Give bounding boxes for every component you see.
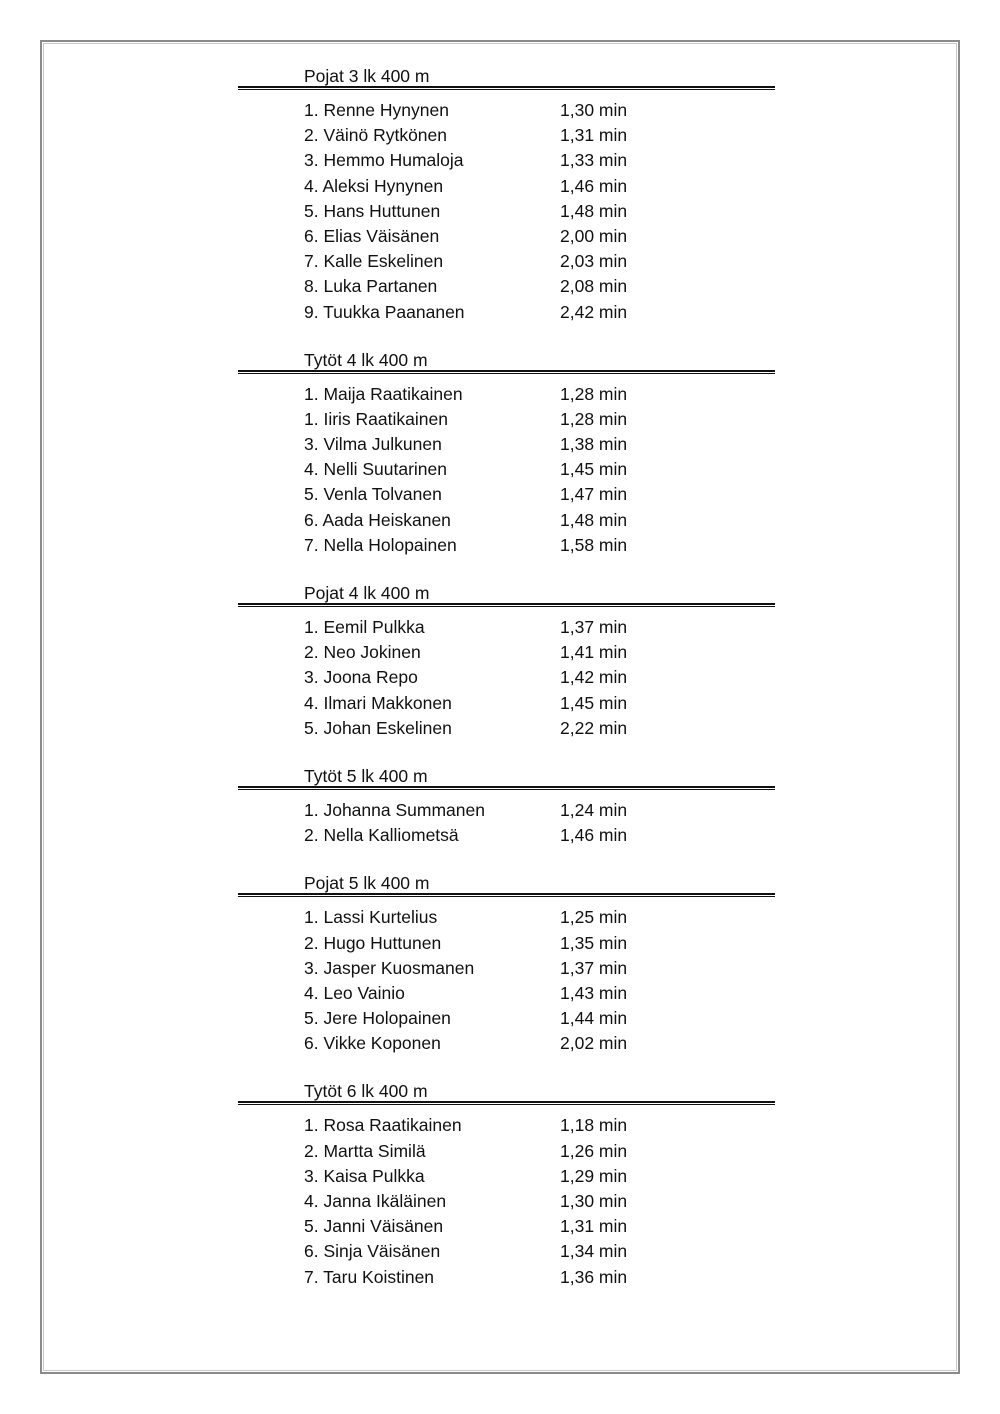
athlete-name: 6. Elias Väisänen [304, 225, 440, 246]
athlete-name: 4. Nelli Suutarinen [304, 459, 447, 480]
athlete-name: 2. Neo Jokinen [304, 642, 421, 663]
athlete-name: 1. Lassi Kurtelius [304, 907, 438, 928]
athlete-name: 1. Renne Hynynen [304, 100, 449, 120]
result-time: 1,45 min [560, 459, 628, 480]
results-section [238, 873, 775, 1056]
result-row [238, 1006, 775, 1031]
result-time: 1,38 min [560, 434, 628, 455]
athlete-name: 2. Hugo Huttunen [304, 932, 442, 953]
section-title: Tytöt 5 lk 400 m [304, 765, 428, 786]
result-time: 1,18 min [560, 1115, 628, 1136]
athlete-name: 6. Aada Heiskanen [304, 509, 451, 530]
result-row [238, 533, 775, 558]
result-row [238, 1031, 775, 1056]
athlete-name: 1. Iiris Raatikainen [304, 408, 448, 429]
athlete-name: 7. Kalle Eskelinen [304, 251, 444, 272]
athlete-name: 1. Maija Raatikainen [304, 383, 463, 404]
result-row [238, 1214, 775, 1239]
result-time: 2,02 min [560, 1033, 628, 1054]
athlete-name: 3. Hemmo Humaloja [304, 150, 464, 171]
athlete-name: 5. Venla Tolvanen [304, 484, 442, 505]
result-time: 1,37 min [560, 957, 628, 978]
athlete-name: 2. Väinö Rytkönen [304, 125, 448, 146]
result-time: 1,44 min [560, 1008, 628, 1029]
result-time: 1,46 min [560, 825, 628, 846]
result-row [238, 432, 775, 457]
result-time: 2,08 min [560, 276, 628, 297]
result-row [238, 1265, 775, 1290]
section-title: Tytöt 6 lk 400 m [304, 1081, 428, 1102]
result-time: 1,45 min [560, 692, 628, 713]
result-time: 2,22 min [560, 717, 628, 738]
result-row [238, 798, 775, 823]
athlete-name: 3. Jasper Kuosmanen [304, 957, 475, 978]
athlete-name: 6. Vikke Koponen [304, 1033, 441, 1054]
result-row [238, 1139, 775, 1164]
section-divider [238, 370, 775, 374]
result-row [238, 981, 775, 1006]
athlete-name: 1. Eemil Pulkka [304, 617, 425, 637]
result-row [238, 931, 775, 956]
result-row [238, 274, 775, 299]
result-time: 1,41 min [560, 642, 628, 663]
result-time: 1,28 min [560, 383, 628, 404]
athlete-name: 5. Hans Huttunen [304, 200, 441, 221]
results-section [238, 66, 775, 325]
section-title: Pojat 5 lk 400 m [304, 873, 430, 894]
results-section [238, 766, 775, 848]
results-section [238, 350, 775, 558]
athlete-name: 8. Luka Partanen [304, 276, 438, 297]
result-row [238, 174, 775, 199]
result-time: 1,47 min [560, 484, 628, 505]
result-row [238, 123, 775, 148]
result-time: 1,37 min [560, 617, 628, 637]
section-divider [238, 893, 775, 897]
athlete-name: 4. Aleksi Hynynen [304, 175, 444, 196]
result-time: 1,48 min [560, 200, 628, 221]
result-row [238, 716, 775, 741]
result-row [238, 691, 775, 716]
result-row [238, 956, 775, 981]
result-row [238, 482, 775, 507]
result-row [238, 508, 775, 533]
result-time: 1,34 min [560, 1241, 628, 1262]
section-title: Tytöt 4 lk 400 m [304, 349, 428, 370]
athlete-name: 4. Leo Vainio [304, 982, 405, 1003]
result-time: 1,31 min [560, 1216, 628, 1237]
result-row [238, 1113, 775, 1138]
section-divider [238, 786, 775, 790]
athlete-name: 2. Nella Kalliometsä [304, 825, 459, 846]
section-divider [238, 1101, 775, 1105]
result-row [238, 615, 775, 640]
result-time: 1,36 min [560, 1266, 628, 1287]
athlete-name: 4. Ilmari Makkonen [304, 692, 452, 713]
result-time: 1,46 min [560, 175, 628, 196]
result-time: 1,43 min [560, 982, 628, 1003]
athlete-name: 5. Johan Eskelinen [304, 717, 452, 738]
result-time: 1,58 min [560, 534, 628, 555]
athlete-name: 6. Sinja Väisänen [304, 1241, 441, 1262]
athlete-name: 4. Janna Ikäläinen [304, 1191, 447, 1211]
athlete-name: 5. Janni Väisänen [304, 1216, 444, 1237]
athlete-name: 3. Vilma Julkunen [304, 434, 442, 455]
result-row [238, 199, 775, 224]
athlete-name: 1. Rosa Raatikainen [304, 1115, 462, 1136]
result-time: 2,42 min [560, 301, 628, 322]
result-row [238, 98, 775, 123]
athlete-name: 9. Tuukka Paananen [304, 301, 465, 322]
result-row [238, 457, 775, 482]
result-row [238, 407, 775, 432]
result-row [238, 1239, 775, 1264]
result-time: 1,30 min [560, 100, 628, 120]
athlete-name: 3. Joona Repo [304, 667, 418, 688]
result-time: 1,24 min [560, 799, 628, 820]
athlete-name: 2. Martta Similä [304, 1140, 426, 1161]
result-time: 1,30 min [560, 1191, 628, 1211]
athlete-name: 7. Taru Koistinen [304, 1266, 435, 1287]
result-time: 1,42 min [560, 667, 628, 688]
section-title: Pojat 4 lk 400 m [304, 583, 430, 603]
result-row [238, 300, 775, 325]
results-document [238, 66, 775, 1290]
result-row [238, 224, 775, 249]
athlete-name: 1. Johanna Summanen [304, 799, 485, 820]
result-row [238, 1189, 775, 1214]
result-time: 1,25 min [560, 907, 628, 928]
result-row [238, 640, 775, 665]
result-row [238, 823, 775, 848]
section-title: Pojat 3 lk 400 m [304, 66, 430, 86]
result-time: 2,03 min [560, 251, 628, 272]
result-time: 1,35 min [560, 932, 628, 953]
result-row [238, 665, 775, 690]
result-row [238, 249, 775, 274]
result-row [238, 382, 775, 407]
athlete-name: 5. Jere Holopainen [304, 1008, 451, 1029]
result-time: 1,31 min [560, 125, 628, 146]
results-section [238, 583, 775, 741]
result-time: 1,26 min [560, 1140, 628, 1161]
athlete-name: 3. Kaisa Pulkka [304, 1165, 425, 1186]
results-section [238, 1081, 775, 1289]
result-row [238, 1164, 775, 1189]
athlete-name: 7. Nella Holopainen [304, 534, 457, 555]
result-time: 1,48 min [560, 509, 628, 530]
section-divider [238, 86, 775, 90]
result-row [238, 148, 775, 173]
result-row [238, 905, 775, 930]
result-time: 1,33 min [560, 150, 628, 171]
section-divider [238, 603, 775, 607]
result-time: 1,29 min [560, 1165, 628, 1186]
result-time: 1,28 min [560, 408, 628, 429]
result-time: 2,00 min [560, 225, 628, 246]
